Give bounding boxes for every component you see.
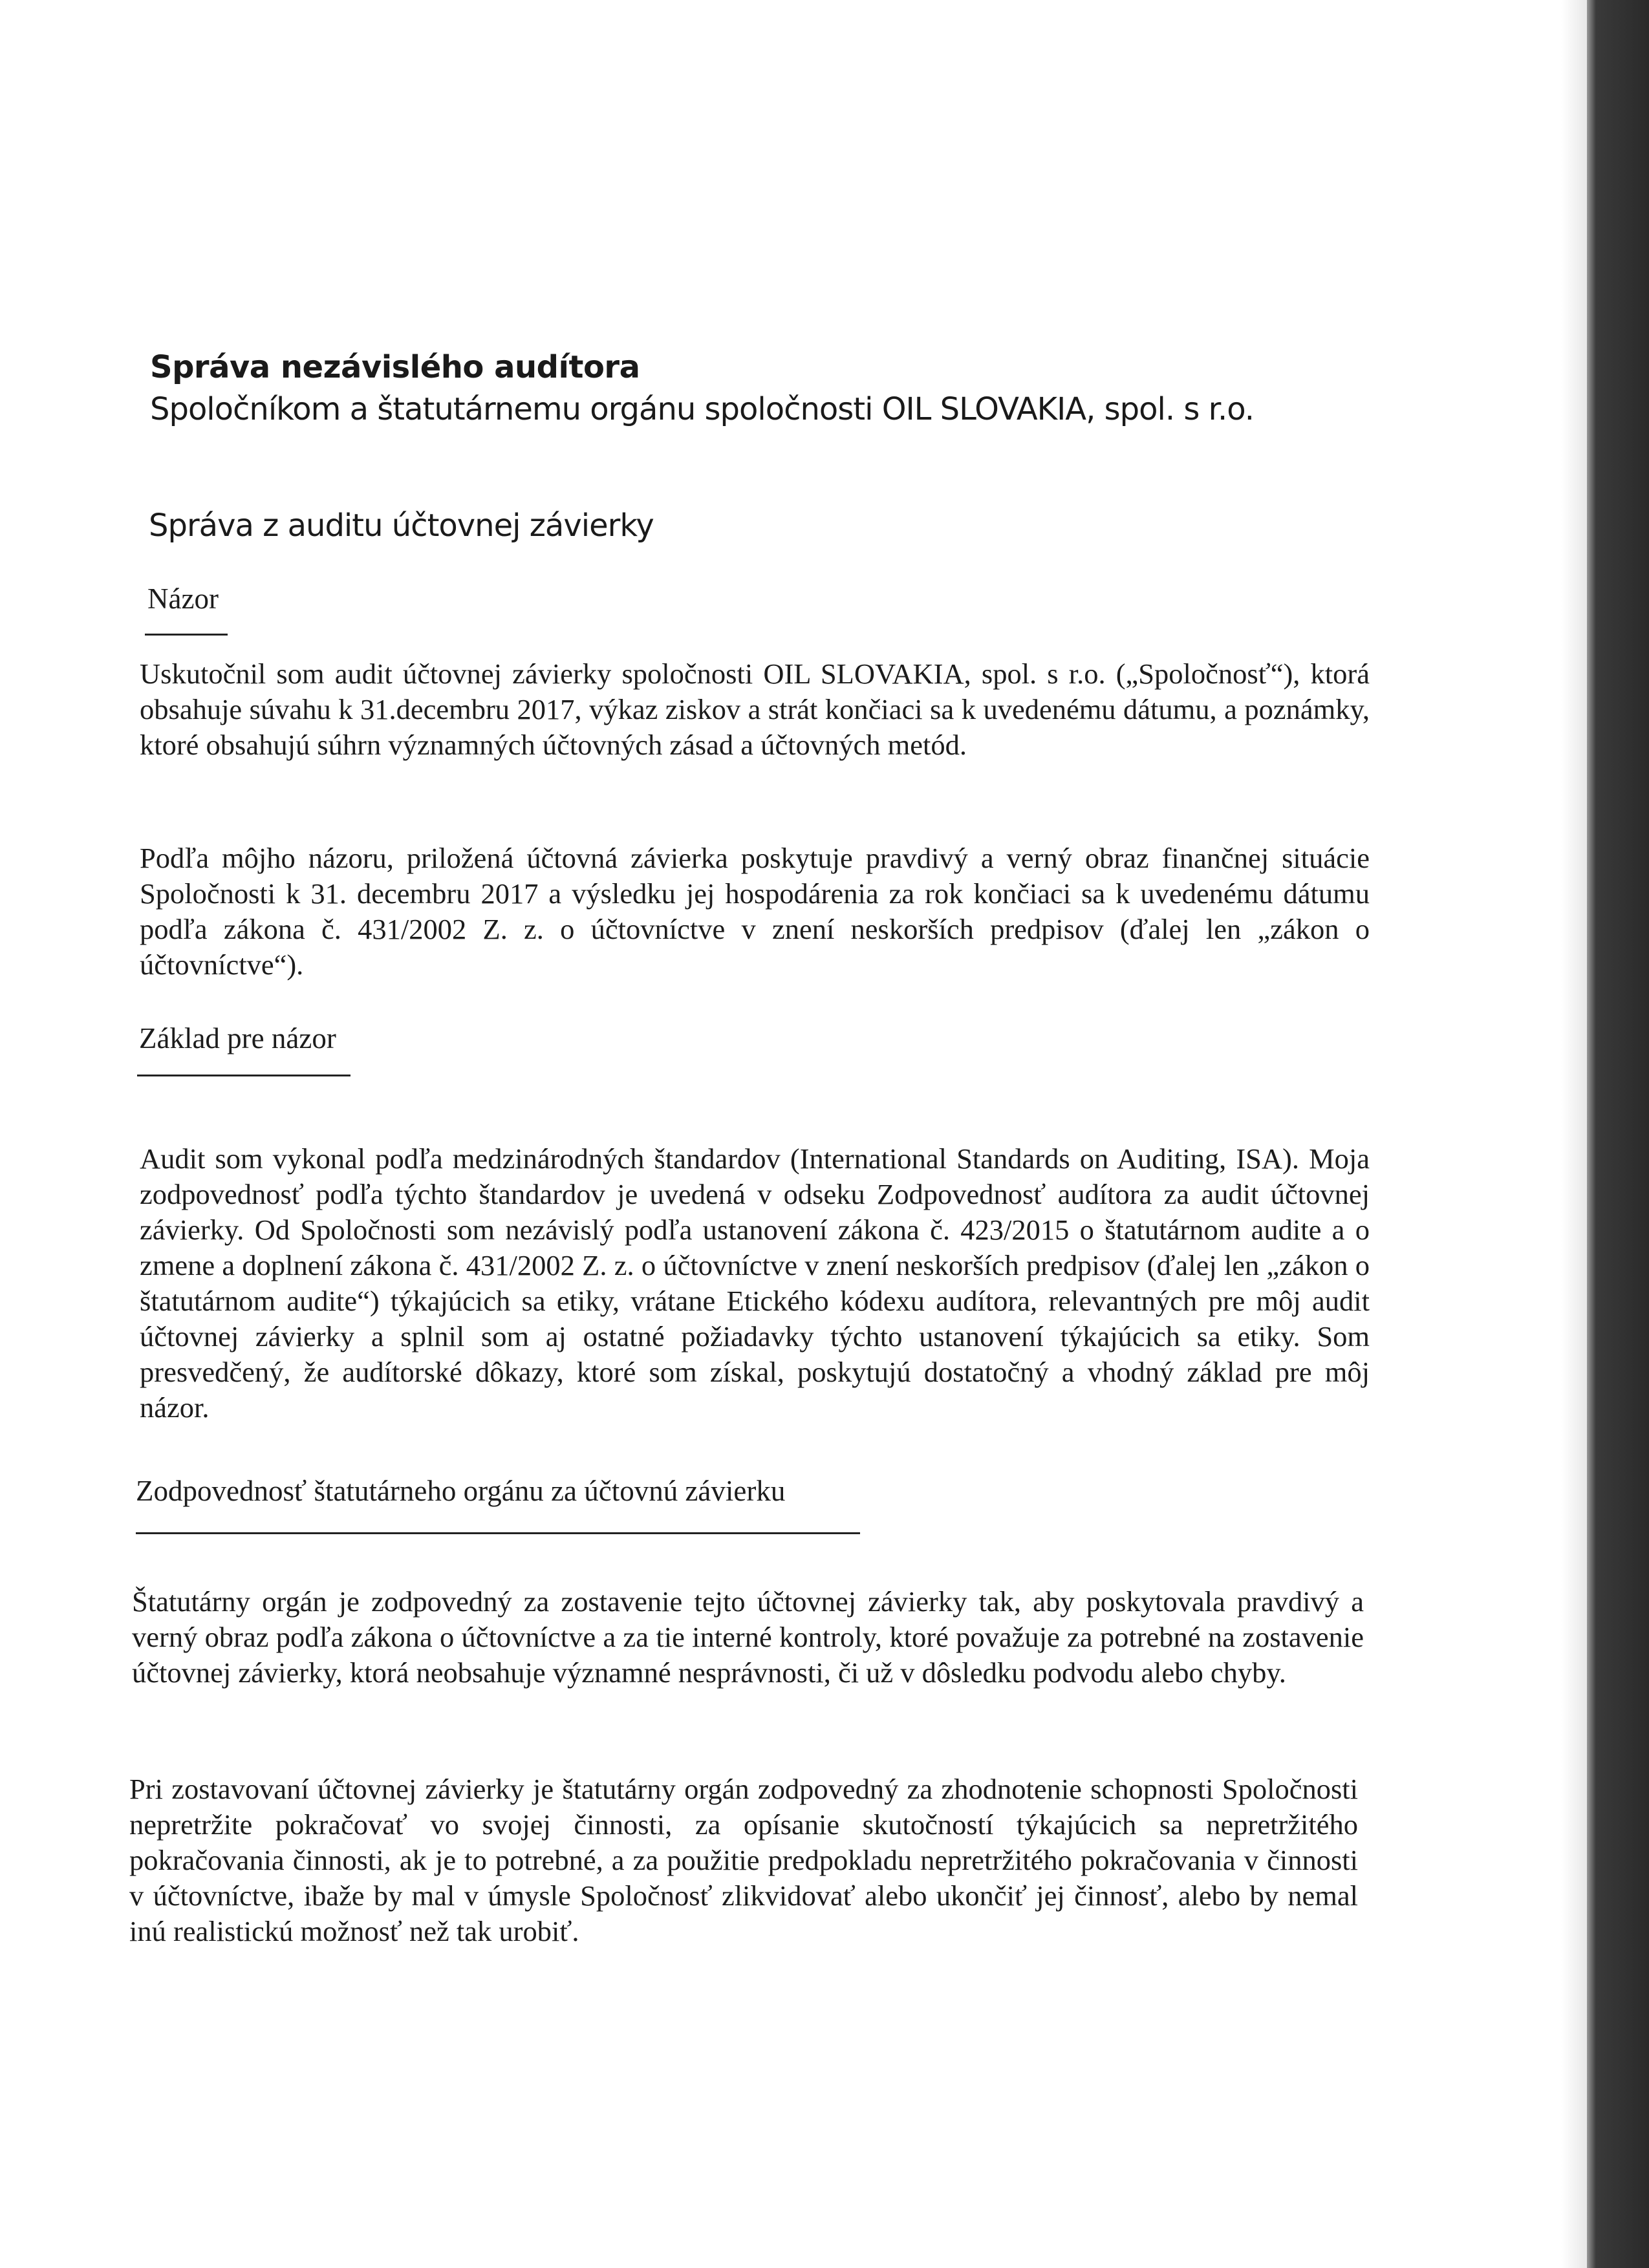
section-title: Správa z auditu účtovnej závierky bbox=[149, 508, 654, 544]
responsibility-heading: Zodpovednosť štatutárneho orgánu za účtovnú závierku bbox=[136, 1475, 786, 1507]
opinion-paragraph-1 bbox=[140, 656, 1370, 763]
responsibility-paragraph-1 bbox=[132, 1584, 1364, 1691]
report-addressee: Spoločníkom a štatutárnemu orgánu spoločnosti OIL SLOVAKIA, spol. s r.o. bbox=[150, 391, 1254, 427]
scan-shadow bbox=[1561, 0, 1587, 2268]
responsibility-paragraph-2-text: Pri zostavovaní účtovnej závierky je štatutárny orgán zodpovedný za zhodnotenie schopnosti Spoločnosti nepretržite pokračovať vo svojej činnosti, za opísanie skutočností týkajúcich sa nepretržitého pokračovania činnosti, ak je to potrebné, a za použitie predpokladu nepretržitého pokračovania v činnosti v účtovníctve, ibaže by mal v úmysle Spoločnosť zlikvidovať alebo ukončiť jej činnosť, alebo by nemal inú realistickú možnosť než tak urobiť. bbox=[129, 1773, 1358, 1947]
responsibility-paragraph-2 bbox=[129, 1771, 1358, 1949]
scan-border bbox=[1587, 0, 1649, 2268]
opinion-heading: Názor bbox=[147, 583, 219, 615]
basis-paragraph-1-text: Audit som vykonal podľa medzinárodných štandardov (International Standards on Auditing, ISA). Moja zodpovednosť podľa týchto štandardov je uvedená v odseku Zodpovednosť audítora za audit účtovnej závierky. Od Spoločnosti som nezávislý podľa ustanovení zákona č. 423/2015 o štatutárnom audite a o zmene a doplnení zákona č. 431/2002 Z. z. o účtovníctve v znení neskorších predpisov (ďalej len „zákon o štatutárnom audite“) týkajúcich sa etiky, vrátane Etického kódexu audítora, relevantných pre môj audit účtovnej závierky a splnil som aj ostatné požiadavky týchto ustanovení týkajúcich sa etiky. Som presvedčený, že audítorské dôkazy, ktoré som získal, poskytujú dostatočný a vhodný základ pre môj názor. bbox=[140, 1142, 1370, 1424]
opinion-paragraph-1-text: Uskutočnil som audit účtovnej závierky spoločnosti OIL SLOVAKIA, spol. s r.o. („Spoločnosť“), ktorá obsahuje súvahu k 31.decembru 2017, výkaz ziskov a strát končiaci sa k uvedenému dátumu, a poznámky, ktoré obsahujú súhrn významných účtovných zásad a účtovných metód. bbox=[140, 658, 1370, 761]
opinion-paragraph-2 bbox=[140, 840, 1370, 983]
basis-heading: Základ pre názor bbox=[139, 1022, 336, 1054]
basis-paragraph-1 bbox=[140, 1141, 1370, 1426]
report-title: Správa nezávislého audítora bbox=[150, 349, 640, 385]
opinion-paragraph-2-text: Podľa môjho názoru, priložená účtovná závierka poskytuje pravdivý a verný obraz finančnej situácie Spoločnosti k 31. decembru 2017 a výsledku jej hospodárenia za rok končiaci sa k uvedenému dátumu podľa zákona č. 431/2002 Z. z. o účtovníctve v znení neskorších predpisov (ďalej len „zákon o účtovníctve“). bbox=[140, 842, 1370, 981]
responsibility-paragraph-1-text: Štatutárny orgán je zodpovedný za zostavenie tejto účtovnej závierky tak, aby poskytovala pravdivý a verný obraz podľa zákona o účtovníctve a za tie interné kontroly, ktoré považuje za potrebné na zostavenie účtovnej závierky, ktorá neobsahuje významné nesprávnosti, či už v dôsledku podvodu alebo chyby. bbox=[132, 1585, 1364, 1689]
basis-heading-rule bbox=[137, 1075, 350, 1076]
opinion-heading-rule bbox=[145, 634, 228, 636]
responsibility-heading-rule bbox=[136, 1532, 860, 1534]
